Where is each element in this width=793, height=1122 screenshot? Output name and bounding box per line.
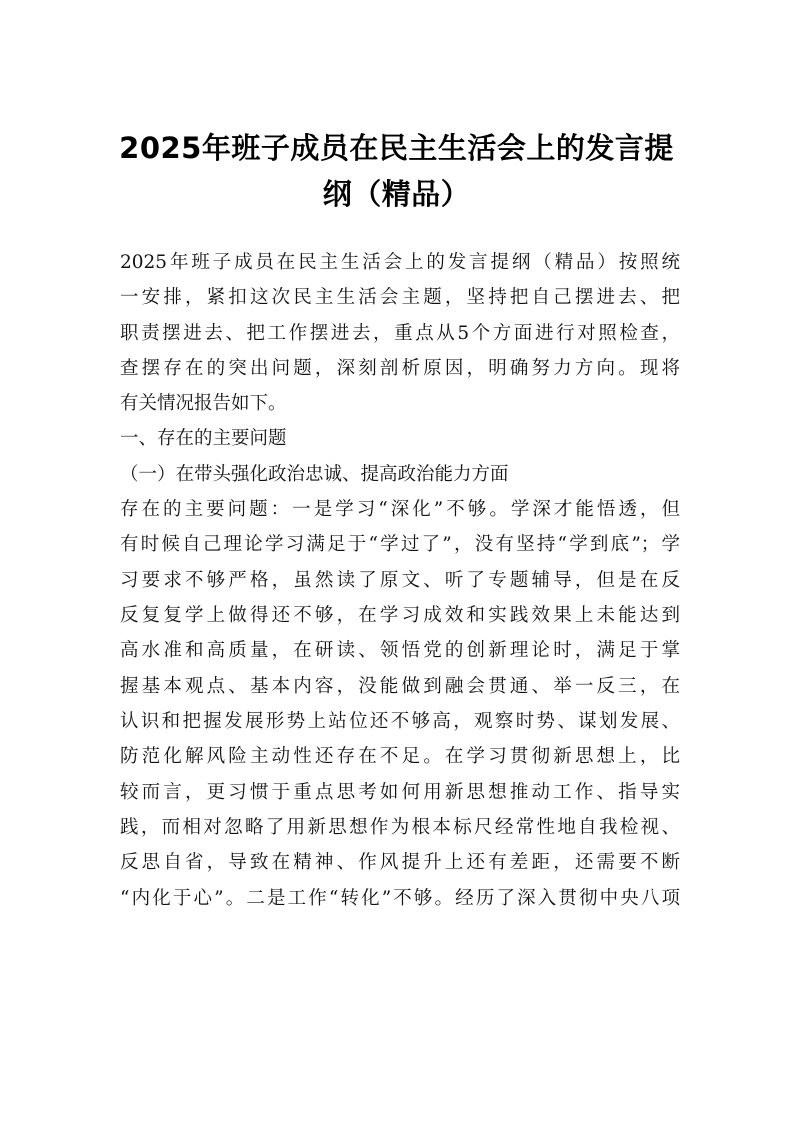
- subsection-heading-1: （一）在带头强化政治忠诚、提高政治能力方面: [120, 464, 509, 485]
- section-heading-1: 一、存在的主要问题: [120, 428, 287, 449]
- body-line-2: 一安排，紧扣这次民主生活会主题，坚持把自己摆进去、把: [120, 287, 680, 308]
- document-title-line-2: 纲（精品）: [322, 177, 471, 211]
- body-line-5: 有关情况报告如下。: [120, 393, 287, 414]
- body-line-10: 习要求不够严格，虽然读了原文、听了专题辅导，但是在反: [120, 570, 680, 591]
- body-line-13: 握基本观点、基本内容，没能做到融会贯通、举一反三，在: [120, 676, 680, 697]
- body-line-11: 反复复学上做得还不够，在学习成效和实践效果上未能达到: [120, 605, 680, 626]
- body-line-17: 践，而相对忽略了用新思想作为根本标尺经常性地自我检视、: [120, 817, 680, 838]
- body-line-12: 高水准和高质量，在研读、领悟党的创新理论时，满足于掌: [120, 640, 680, 661]
- body-line-19: “内化于心”。二是工作“转化”不够。经历了深入贯彻中央八项: [120, 888, 680, 909]
- body-line-14: 认识和把握发展形势上站位还不够高，观察时势、谋划发展、: [120, 711, 680, 732]
- body-line-1: 2025年班子成员在民主生活会上的发言提纲（精品）按照统: [120, 252, 680, 273]
- body-line-9: 有时候自己理论学习满足于“学过了”，没有坚持“学到底”；学: [120, 534, 680, 555]
- body-line-3: 职责摆进去、把工作摆进去，重点从5个方面进行对照检查，: [120, 323, 680, 344]
- body-line-8: 存在的主要问题：一是学习“深化”不够。学深才能悟透，但: [120, 499, 680, 520]
- body-line-16: 较而言，更习惯于重点思考如何用新思想推动工作、指导实: [120, 782, 680, 803]
- body-line-4: 查摆存在的突出问题，深刻剖析原因，明确努力方向。现将: [120, 358, 680, 379]
- body-line-18: 反思自省，导致在精神、作风提升上还有差距，还需要不断: [120, 852, 680, 873]
- body-line-15: 防范化解风险主动性还存在不足。在学习贯彻新思想上，比: [120, 746, 680, 767]
- document-title-line-1: 2025年班子成员在民主生活会上的发言提: [119, 131, 674, 165]
